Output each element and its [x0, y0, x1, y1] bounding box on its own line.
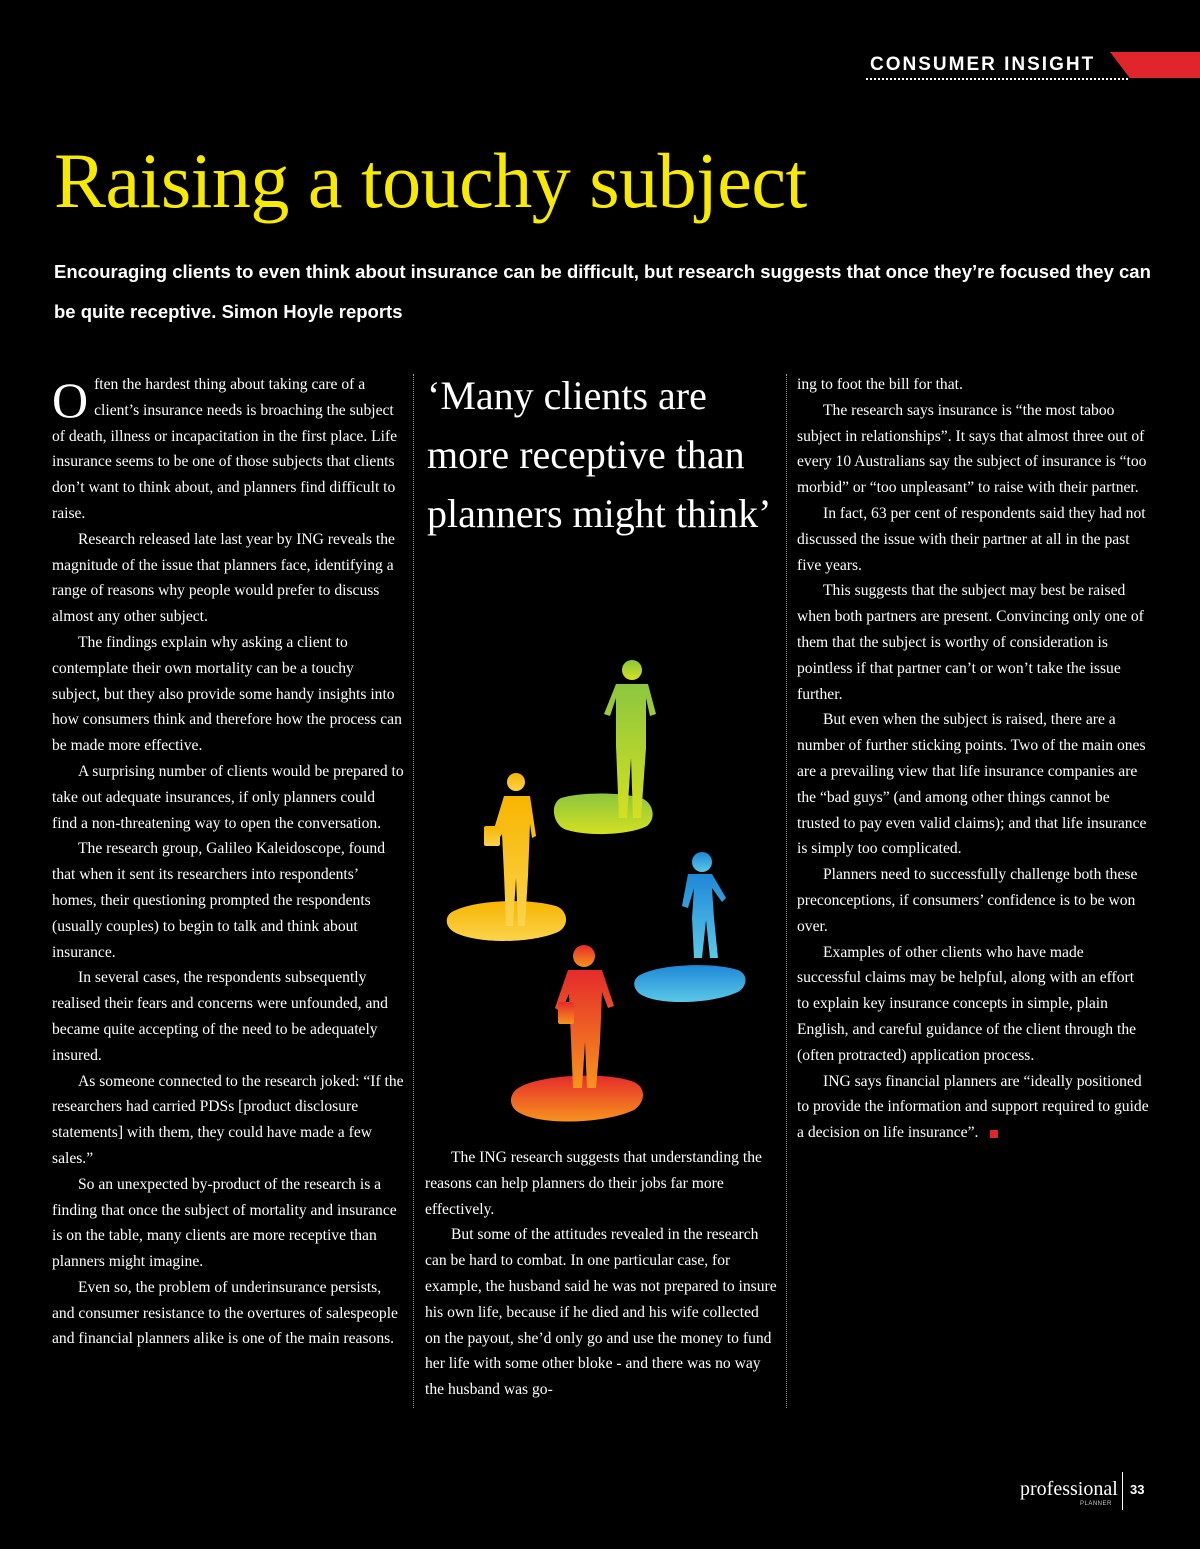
body-paragraph: So an unexpected by-product of the research is a finding that once the subject of mortality and insurance is on the table, many clients are more receptive than planners might imagine.	[52, 1175, 397, 1271]
body-paragraph: Often the hardest thing about taking care of a client’s insurance needs is broaching the subject of death, illness or incapacitation in the first place. Life insurance seems to be one of those subjects that clients don’t want to think about, and planners find difficult to raise.	[52, 372, 398, 522]
body-paragraph: The research group, Galileo Kaleidoscope, found that when it sent its researchers into respondents’ homes, their questioning prompted the respondents (usually couples) to begin to talk and think about insurance.	[52, 840, 385, 961]
body-paragraph: Planners need to successfully challenge both these preconceptions, if consumers’ confidence is to be won over.	[797, 866, 1138, 935]
body-column-2	[425, 1145, 777, 1403]
section-dotted-rule	[866, 78, 1128, 80]
end-mark-icon	[990, 1130, 998, 1138]
body-paragraph: In fact, 63 per cent of respondents said they had not discussed the issue with their partner at all in the past five years.	[797, 504, 1146, 574]
publication-logo: professional	[1020, 1478, 1118, 1500]
body-paragraph: This suggests that the subject may best be raised when both partners are present. Convincing only one of them that the subject is worthy of consideration is pointless if that partner can’t or won’t take the issue further.	[797, 582, 1144, 703]
page-number: 33	[1130, 1482, 1145, 1497]
column-divider	[413, 374, 414, 1408]
blue-figure	[634, 852, 745, 1002]
publication-logo-sub: PLANNER	[1080, 1501, 1112, 1507]
body-paragraph: Examples of other clients who have made successful claims may be helpful, along with an effort to explain key insurance concepts in simple, plain English, and careful guidance of the client through the (often protracted) application process.	[797, 943, 1137, 1064]
body-column-3	[797, 372, 1149, 1146]
body-paragraph: The findings explain why asking a client to contemplate their own mortality can be a touchy subject, but they also provide some handy insights into how consumers think and therefore how the process can be made more effective.	[52, 633, 402, 755]
article-title: Raising a touchy subject	[54, 137, 807, 224]
drop-cap: O	[52, 372, 89, 428]
page-footer	[1020, 1478, 1180, 1508]
people-on-puzzle-pieces-icon	[446, 650, 746, 1130]
body-paragraph: But even when the subject is raised, there are a number of further sticking points. Two of the main ones are a prevailing view that life insurance companies are the “bad guys” (and among other things cannot be trusted to pay even valid claims); and that life insurance is simply too complicated.	[797, 711, 1147, 858]
body-paragraph: A surprising number of clients would be prepared to take out adequate insurances, if only planners could find a non-threatening way to open the conversation.	[52, 762, 404, 832]
pull-quote: ‘Many clients are more receptive than planners might think’	[427, 373, 772, 536]
red-figure	[511, 945, 643, 1122]
article-standfirst: Encouraging clients to even think about insurance can be difficult, but research suggests that once they’re focused they can be quite receptive. Simon Hoyle reports	[54, 261, 1151, 322]
body-paragraph: In several cases, the respondents subsequently realised their fears and concerns were unfounded, and became quite accepting of the need to be adequately insured.	[52, 969, 388, 1064]
body-paragraph: ING says financial planners are “ideally positioned to provide the information and support required to guide a decision on life insurance”.	[797, 1072, 1149, 1142]
footer-divider	[1122, 1472, 1123, 1510]
body-paragraph: The research says insurance is “the most taboo subject in relationships”. It says that almost three out of every 10 Australians say the subject of insurance is “too morbid” or “too unpleasant” to raise with their partner.	[797, 401, 1147, 497]
body-column-1	[52, 372, 404, 1352]
body-paragraph: The ING research suggests that understanding the reasons can help planners do their jobs far more effectively.	[425, 1149, 762, 1218]
body-paragraph: ing to foot the bill for that.	[797, 376, 963, 393]
section-flag	[1110, 52, 1200, 78]
body-paragraph: Research released late last year by ING reveals the magnitude of the issue that planners face, identifying a range of reasons why people would prefer to discuss almost any other subject.	[52, 530, 395, 626]
section-tag	[866, 52, 1200, 82]
green-figure	[554, 660, 656, 834]
yellow-figure	[447, 773, 566, 941]
body-paragraph: As someone connected to the research joked: “If the researchers had carried PDSs [product disclosure statements] with them, they could have made a few sales.”	[52, 1072, 404, 1167]
body-paragraph: Even so, the problem of underinsurance persists, and consumer resistance to the overtures of salespeople and financial planners alike is one of the main reasons.	[52, 1278, 398, 1348]
section-label: CONSUMER INSIGHT	[870, 54, 1096, 75]
column-divider	[786, 374, 787, 1408]
body-paragraph: But some of the attitudes revealed in the research can be hard to combat. In one particular case, for example, the husband said he was not prepared to insure his own life, because if he died and his wife collected on the payout, she’d only go and use the money to fund her life with some other bloke - and there was no way the husband was go-	[425, 1226, 777, 1399]
